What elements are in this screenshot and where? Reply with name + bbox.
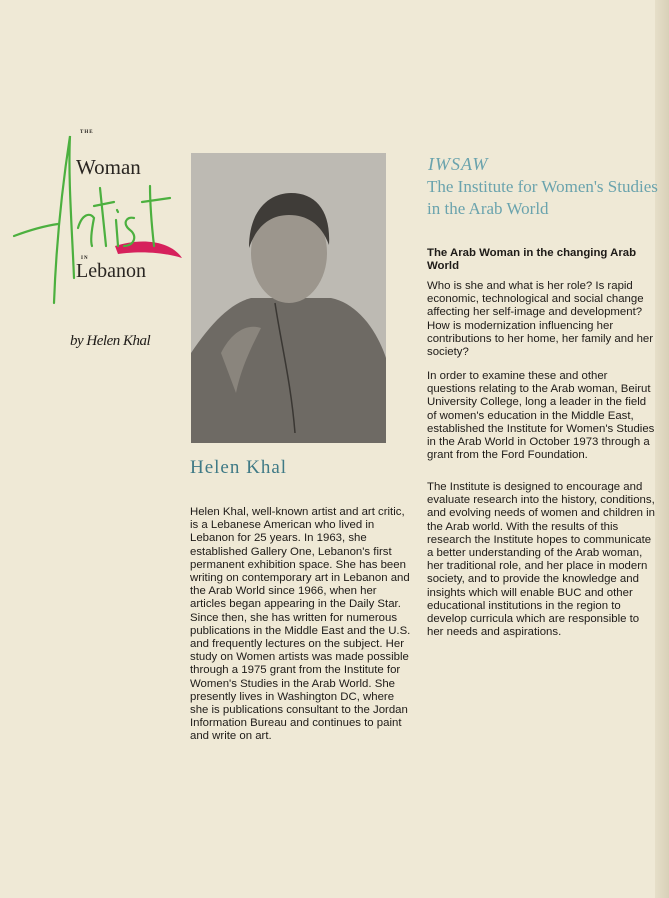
paragraph-3: The Institute is designed to encourage and evaluate research into the history, conditions, and evolving needs of women and children in the Arab world. With the results of this research the Institute hopes to communicate a better understanding of the Arab woman, her traditional role, and her place in modern society, and to provide the knowledge and insights which will enable BUC and other educational institutions in the region to develop curricula which are responsible to her needs and aspirations.: [427, 481, 655, 639]
portrait-illustration: [191, 153, 386, 443]
artist-letter-s: [124, 218, 134, 246]
author-name: Helen Khal: [190, 457, 288, 478]
magenta-brush-stroke: [115, 242, 182, 258]
logo-in: IN: [81, 256, 89, 261]
paragraph-1: Who is she and what is her role? Is rapid economic, technological and social change affecting her self-image and development? How is modernization influencing her contributions to her home, her family and her society?: [427, 280, 654, 359]
iwsaw-acronym: IWSAW: [428, 154, 489, 174]
logo-lebanon: Lebanon: [76, 260, 146, 282]
institute-name: The Institute for Women's Studies in the Arab World: [427, 177, 658, 218]
book-title-logo: [10, 128, 190, 308]
section-heading: The Arab Woman in the changing Arab World: [427, 247, 637, 273]
paragraph-2: In order to examine these and other questions relating to the Arab woman, Beirut University College, long a leader in the field of women's education in the Middle East, established the Institute for Women's Studies in the Arab World in October 1973 through a grant from the Ford Foundation.: [427, 370, 655, 462]
artist-letter-t1: [94, 188, 114, 246]
artist-letter-i: [116, 210, 118, 246]
artist-letter-a-crossbar: [14, 224, 58, 236]
byline: by Helen Khal: [70, 333, 151, 349]
artist-letter-r: [78, 215, 94, 246]
artist-letter-a-stroke: [54, 136, 74, 303]
logo-the: THE: [80, 130, 94, 135]
artist-letter-t2: [142, 186, 170, 246]
author-bio: Helen Khal, well-known artist and art critic, is a Lebanese American who lived in Lebanon for 25 years. In 1963, she established Gallery One, Lebanon's first permanent exhibition space. She has been writing on contemporary art in Lebanon and the Arab World since 1966, when her articles began appearing in the Daily Star. Since then, she has written for numerous publications in the Middle East and the U.S. and frequently lectures on the subject. Her study on Women artists was made possible through a 1975 grant from the Institute for Women's Studies in the Arab World. She presently lives in Washington DC, where she is publications consultant to the Jordan Information Bureau and continues to paint and write on art.: [190, 506, 411, 743]
sweater-shape: [191, 298, 386, 443]
logo-woman: Woman: [76, 155, 141, 179]
author-photo: [191, 153, 386, 443]
page-edge: [655, 0, 669, 898]
